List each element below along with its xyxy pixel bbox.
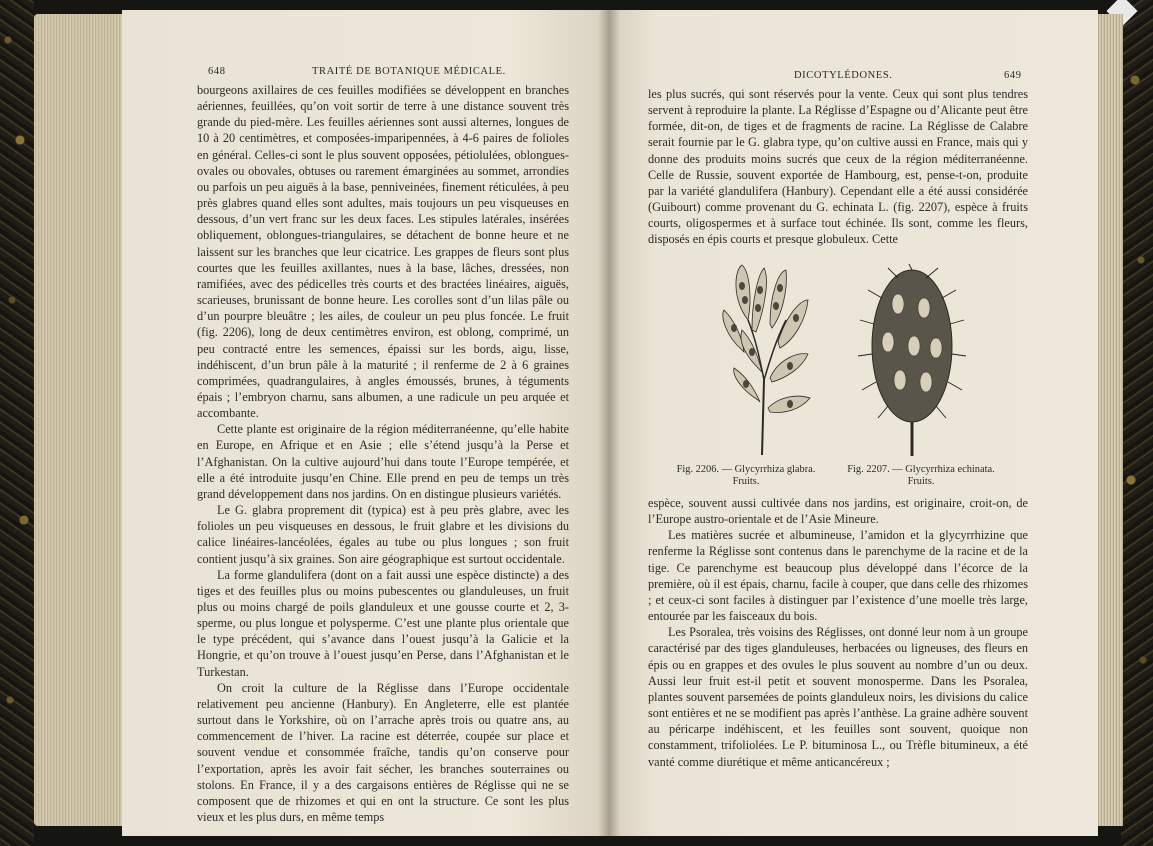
figure-2207-caption: [836, 464, 1006, 488]
left-paragraph: bourgeons axillaires de ces feuilles modifiées se développent en branches aériennes, feuillées, qu’on voit sortir de terre à une distance souvent très grande du pied-mère. Les feuilles aériennes sont aussi alternes, longues de 10 à 20 centimètres, et composées-imparipennées, à 4-6 paires de folioles en général. Celles-ci sont le plus souvent opposées, pétiolulées, oblongues-ovales ou obovales, obtuses ou rarement émarginées au sommet, arrondies ou parfois un peu aiguës à la base, penniveinées, finement réticulées, à peu près glabres quand elles sont adultes, mais toujours un peu visqueuses en dessous, d’un vert franc sur les deux faces. Les stipules latérales, insérées obliquement, oblongues-triangulaires, se détachent de bonne heure et ne laissent sur les branches que leur cicatrice. Les grappes de fleurs sont plus courtes que les feuilles axillantes, nues à la base, lâches, dressées, non ramifiées, avec des pédicelles très courts et des bractées linéaires, aiguës, scarieuses, brunissant de bonne heure. Les corolles sont d’un lilas pâle ou d’un pourpre bleuâtre ; les ailes, de couleur un peu plus foncée. Le fruit (fig. 2206), long de deux centimètres environ, est oblong, comprimé, un peu contracté entre les semences, épaissi sur les bords, aigu, lisse, indéhiscent, d’un brun pâle à la maturité ; il renferme de 2 à 6 graines comprimées, quadrangulaires, à angles émoussés, brunes, à téguments épais ; l’embryon charnu, sans albumen, a une radicule un peu arquée et accombante.: [197, 83, 569, 421]
figure-2207-caption-sub: Fruits.: [907, 476, 935, 487]
right-running-title: DICOTYLÉDONES.: [794, 70, 893, 81]
left-paragraph: On croit la culture de la Réglisse dans l’Europe occidentale relativement peu ancienne (Hanbury). En Angleterre, elle est plantée surtout dans le Yorkshire, où on l’arrache après trois ou quatre ans, au commencement de l’hiver. La racine est déterrée, coupée sur place et souvent vendue et consommée fraîche, tandis qu’on conserve pour l’exportation, après les avoir fait sécher, les branches souterraines ou stolons. En France, il y a des cargaisons entières de Réglisse qui ne se composent que de rhizomes et qui en ont la structure. Ce sont les plus vieux et les plus durs, en même temps: [197, 680, 569, 825]
book-gutter: [598, 10, 620, 836]
left-paragraph: Le G. glabra proprement dit (typica) est à peu près glabre, avec les folioles un peu visqueuses en dessous, le fruit glabre et les divisions du calice linéaires-lancéolées, égales au tube ou plus longues ; son fruit contient jusqu’à six graines. Son aire géographique est surtout occidentale.: [197, 503, 569, 566]
left-running-title: TRAITÉ DE BOTANIQUE MÉDICALE.: [312, 66, 506, 77]
figure-2206-caption-sub: Fruits.: [732, 476, 760, 487]
marbled-cover-left: [0, 0, 34, 846]
right-text-bottom: [648, 495, 1028, 770]
figure-2206-illustration: [712, 260, 822, 458]
left-paragraph: La forme glandulifera (dont on a fait aussi une espèce distincte) a des tiges et des feuilles plus ou moins pubescentes ou glanduleuses, un fruit plus ou moins chargé de poils glanduleux et une gousse courte et 2, 3-sperme, ou plus longue et polysperme. C’est une plante plus orientale que le type précédent, qui s’avance dans l’ouest jusqu’à la Galicie et la Hongrie, et qu’on trouve à l’ouest jusqu’en Perse, dans l’Afghanistan et le Turkestan.: [197, 567, 569, 679]
figure-2207-illustration: [858, 264, 966, 460]
page-edges-right: [1097, 14, 1123, 826]
left-page: [122, 10, 608, 836]
right-page: [608, 10, 1098, 836]
right-page-number: 649: [1004, 70, 1022, 81]
figure-2206-caption: [666, 464, 826, 488]
left-page-number: 648: [208, 66, 226, 77]
right-paragraph: Les matières sucrée et albumineuse, l’amidon et la glycyrrhizine que renferme la Réglisse sont contenus dans le parenchyme de la racine et de la tige. Ce parenchyme est beaucoup plus développé dans l’écorce de la première, où il est épais, charnu, facile à couper, que dans celle des rhizomes ; et ceux-ci sont faciles à distinguer par l’existence d’une moelle très large, entourée par les faisceaux du bois.: [648, 528, 1028, 624]
left-paragraph: Cette plante est originaire de la région méditerranéenne, qu’elle habite en Europe, en Afrique et en Asie ; elle s’étend jusqu’à la Perse et l’Afghanistan. On la cultive aujourd’hui dans toute l’Europe tempérée, et elle a été introduite jusqu’en Chine. Elle prend en peu de temps un très grand développement dans nos jardins. On en distingue plusieurs variétés.: [197, 422, 569, 501]
right-text-top: [648, 86, 1028, 248]
right-paragraph: Les Psoralea, très voisins des Réglisses, ont donné leur nom à un groupe caractérisé par des tiges glanduleuses, herbacées ou ligneuses, des fleurs en épis ou en grappes et des ovules le plus souvent au nombre d’un ou deux. Aussi leur fruit est-il petit et souvent monosperme. Dans les Psoralea, plantes souvent parsemées de points glanduleux noirs, les divisions du calice sont entières et ne se modifient pas après l’anthèse. La graine adhère souvent au péricarpe indéhiscent, et les feuilles sont souvent, quoique non constamment, trifoliolées. Le P. bituminosa L., ou Trèfle bitumineux, a été vanté comme diurétique et même anticancéreux ;: [648, 625, 1028, 769]
page-edges-left: [34, 14, 126, 826]
right-paragraph: les plus sucrés, qui sont réservés pour la vente. Ceux qui sont plus tendres servent à reproduire la plante. La Réglisse d’Espagne ou d’Alicante peut être formée, dit-on, de tiges et de fragments de racine. La Réglisse de Calabre serait fournie par le G. glabra type, qu’on cultive aussi en France, mais qui y donne des produits moins sucrés que ceux de la région méditerranéenne. Celle de Russie, souvent exportée de Hambourg, est, pense-t-on, produite par la variété glandulifera (Hanbury). Cependant elle a été aussi considérée (Guibourt) comme provenant du G. echinata L. (fig. 2207), espèce à fruits courts, oligospermes et à surface tout échinée. Ils sont, comme les fleurs, disposés en épis courts et presque globuleux. Cette: [648, 87, 1028, 247]
figure-2206-caption-title: Fig. 2206. — Glycyrrhiza glabra.: [676, 464, 816, 475]
marbled-cover-right: [1121, 0, 1153, 846]
left-text-column: [197, 82, 569, 825]
figure-2207-caption-title: Fig. 2207. — Glycyrrhiza echinata.: [847, 464, 995, 475]
right-paragraph: espèce, souvent aussi cultivée dans nos jardins, est originaire, croit-on, de l’Europe austro-orientale et de l’Asie Mineure.: [648, 496, 1028, 527]
